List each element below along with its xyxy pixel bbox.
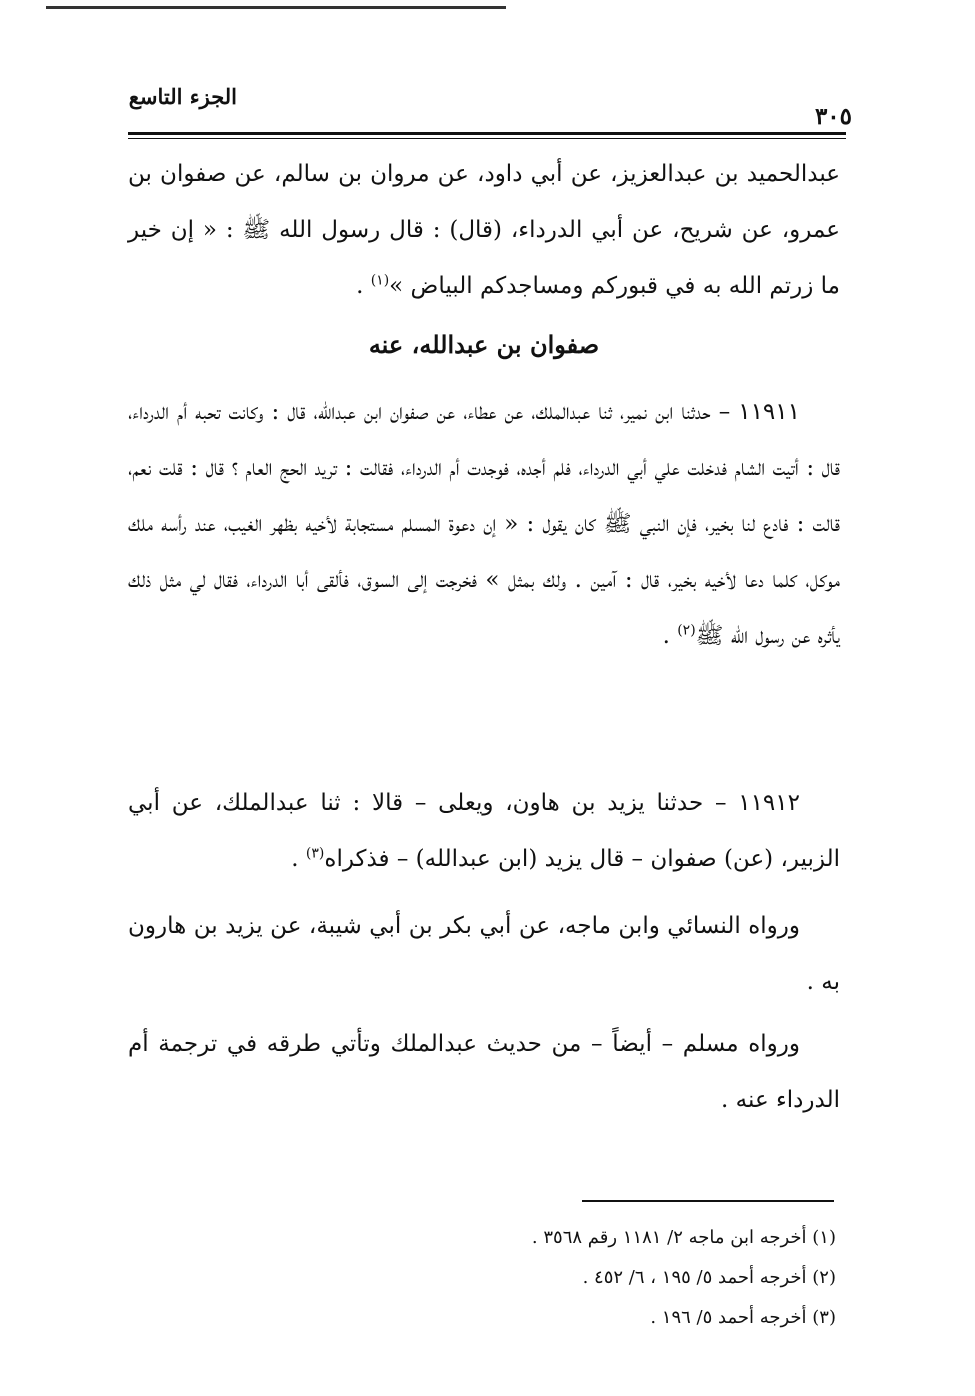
- header-rule: [128, 132, 846, 135]
- footnote-ref-2: (٢): [677, 622, 696, 639]
- part-title: الجزء التاسع: [128, 84, 237, 109]
- footnote-ref-1: (١): [370, 272, 390, 289]
- hadith-11911-text: ١١٩١١ – حدثنا ابن نمير، ثنا عبدالملك، عن عطاء، عن صفوان ابن عبدالله، قال : وكانت تحبه أم الدرداء، قال : أتيت الشام فدخلت علي أبي الدرداء، فلم أجده، فوجدت أم الدرداء، فقالت : تريد الحج العام ؟ قال : قلت نعم، قالت : فادع لنا بخير، فإن النبي ﷺ كان يقول : « إن دعوة المسلم مستجابة لأخيه بظهر الغيب، عند رأسه ملك موكل، كلما دعا لأخيه بخير، قال : آمين . ولك بمثل » فخرجت إلى السوق، فألقى أبا الدرداء، فقال لي مثل ذلك يأثره عن رسول الله ﷺ: [128, 399, 840, 649]
- opening-paragraph-text: عبدالحميد بن عبدالعزيز، عن أبي داود، عن مروان بن سالم، عن صفوان بن عمرو، عن شريح، عن أبي الدرداء، (قال) : قال رسول الله ﷺ : « إن خير ما زرتم الله به في قبوركم ومساجدكم البياض »: [128, 161, 840, 299]
- page-number: ٣٠٥: [814, 103, 852, 130]
- footnote-ref-3: (٣): [305, 845, 325, 862]
- header-rule-thin: [128, 138, 846, 139]
- section-heading: صفوان بن عبدالله، عنه: [368, 330, 600, 359]
- footnote-1: (١) أخرجه ابن ماجه ٢/ ١١٨١ رقم ٣٥٦٨ .: [531, 1227, 836, 1248]
- hadith-11911: ١١٩١١ – حدثنا ابن نمير، ثنا عبدالملك، عن عطاء، عن صفوان ابن عبدالله، قال : وكانت تحبه أم الدرداء، قال : أتيت الشام فدخلت علي أبي الدرداء، فلم أجده، فوجدت أم الدرداء، فقالت : تريد الحج العام ؟ قال : قلت نعم، قالت : فادع لنا بخير، فإن النبي ﷺ كان يقول : « إن دعوة المسلم مستجابة لأخيه بظهر الغيب، عند رأسه ملك موكل، كلما دعا لأخيه بخير، قال : آمين . ولك بمثل » فخرجت إلى السوق، فألقى أبا الدرداء، فقال لي مثل ذلك يأثره عن رسول الله ﷺ$^{(٢)}$ .: [128, 399, 840, 649]
- hadith-11912: ١١٩١٢ – حدثنا يزيد بن هاون، ويعلى – قالا : ثنا عبدالملك، عن أبي الزبير، (عن) صفوان – قال يزيد (ابن عبدالله) – فذكراه$^{(٣)}$ .: [128, 790, 840, 872]
- nasai-paragraph: ورواه النسائي وابن ماجه، عن أبي بكر بن أبي شيبة، عن يزيد بن هارون به .: [128, 913, 840, 995]
- muslim-paragraph: ورواه مسلم – أيضاً – من حديث عبدالملك وتأتي طرقه في ترجمة أم الدرداء عنه .: [128, 1031, 840, 1113]
- footnotes: [400, 1218, 836, 1338]
- hadith-11912-text: ١١٩١٢ – حدثنا يزيد بن هاون، ويعلى – قالا : ثنا عبدالملك، عن أبي الزبير، (عن) صفوان – قال يزيد (ابن عبدالله) – فذكراه: [128, 790, 840, 872]
- opening-paragraph: عبدالحميد بن عبدالعزيز، عن أبي داود، عن مروان بن سالم، عن صفوان بن عمرو، عن شريح، عن أبي الدرداء، (قال) : قال رسول الله ﷺ : « إن خير ما زرتم الله به في قبوركم ومساجدكم البياض »$^{(١)}$ .: [128, 161, 840, 299]
- footnote-2: (٢) أخرجه أحمد ٥/ ١٩٥ ، ٦/ ٤٥٢ .: [582, 1267, 836, 1288]
- footnote-rule: [582, 1200, 834, 1202]
- top-edge-rule: [46, 6, 506, 9]
- footnote-3: (٣) أخرجه أحمد ٥/ ١٩٦ .: [650, 1307, 836, 1328]
